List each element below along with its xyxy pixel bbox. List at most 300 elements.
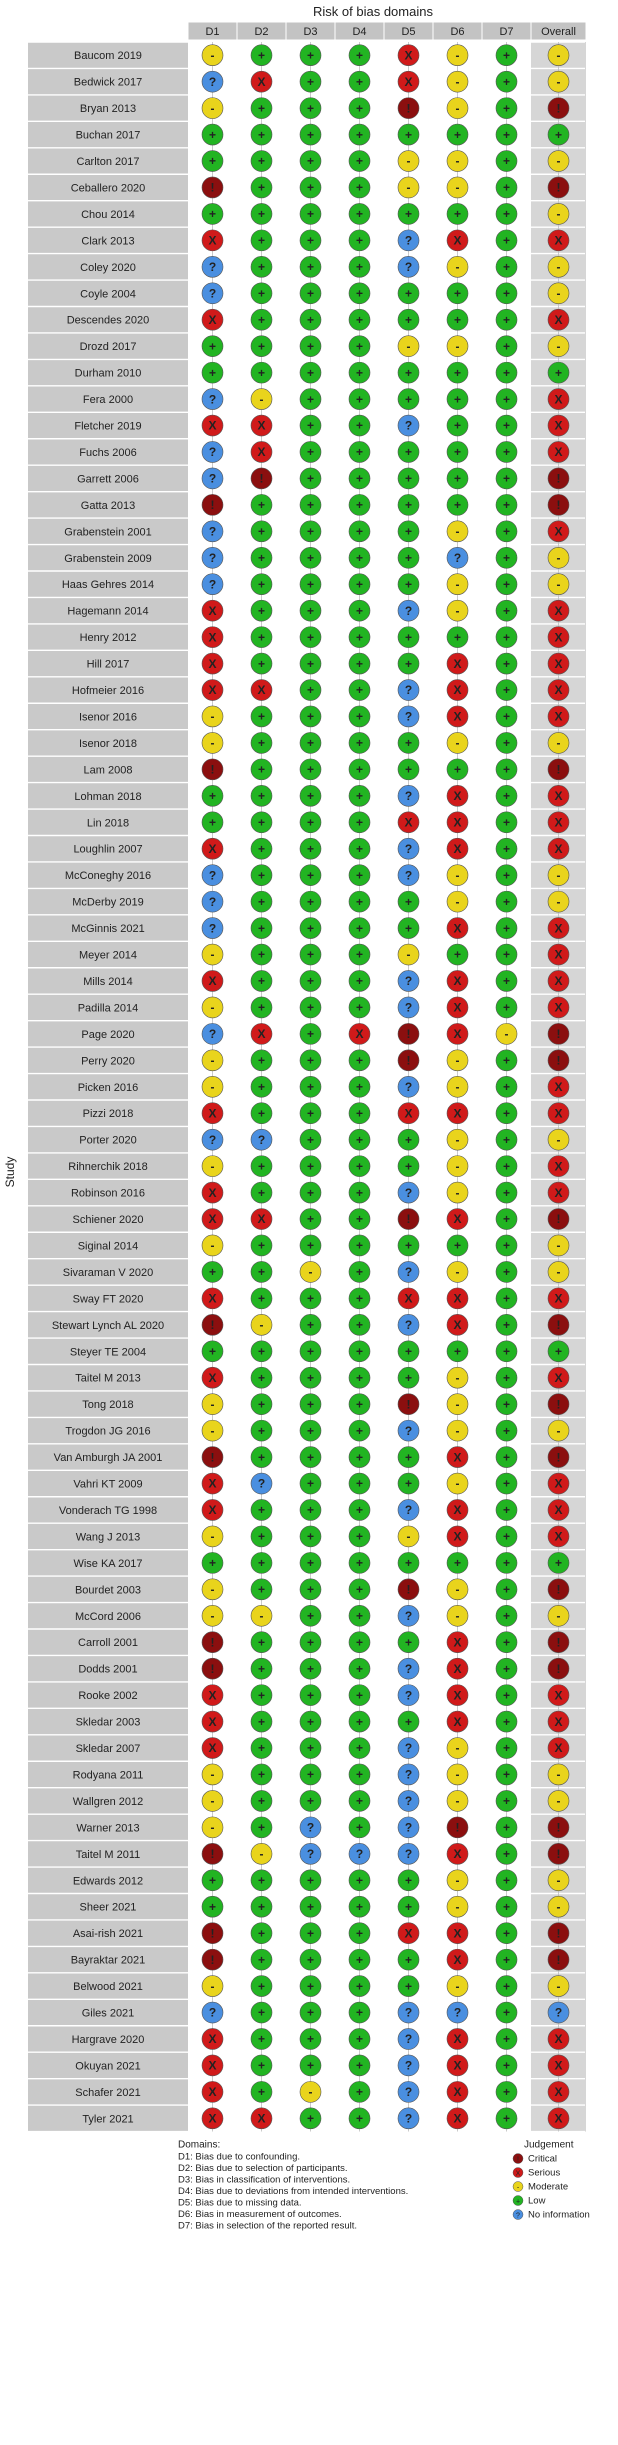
judgement-symbol: + [355, 1159, 364, 1174]
judgement-mark [398, 1764, 419, 1785]
judgement-mark [202, 812, 223, 833]
judgement-symbol: ? [404, 1688, 413, 1703]
judgement-symbol: + [502, 1397, 511, 1412]
judgement-mark [251, 2055, 272, 2076]
legend-symbol: + [515, 2198, 521, 2206]
judgement-mark [398, 1314, 419, 1335]
judgement-mark [300, 1076, 321, 1097]
judgement-symbol: + [355, 1053, 364, 1068]
judgement-symbol: + [306, 1212, 315, 1227]
judgement-mark [548, 256, 569, 277]
study-label: Gatta 2013 [80, 499, 136, 512]
judgement-mark [447, 759, 468, 780]
judgement-mark [349, 547, 370, 568]
study-label: Skledar 2007 [75, 1743, 141, 1756]
study-label: Loughlin 2007 [73, 843, 143, 856]
judgement-mark [349, 1156, 370, 1177]
judgement-symbol: + [453, 418, 462, 433]
judgement-symbol: + [355, 127, 364, 142]
study-label: Henry 2012 [79, 632, 137, 645]
judgement-symbol: + [404, 1556, 413, 1571]
judgement-symbol: + [404, 207, 413, 222]
judgement-mark [548, 1738, 569, 1759]
judgement-symbol: + [355, 1450, 364, 1465]
judgement-symbol: + [404, 392, 413, 407]
judgement-mark [349, 441, 370, 462]
judgement-mark [548, 1103, 569, 1124]
judgement-symbol: + [355, 365, 364, 380]
judgement-mark [202, 415, 223, 436]
judgement-symbol: + [306, 1794, 315, 1809]
study-label: Descendes 2020 [66, 314, 150, 327]
judgement-symbol: + [502, 630, 511, 645]
judgement-mark [496, 1579, 517, 1600]
study-label: Lohman 2018 [74, 790, 142, 803]
judgement-mark [202, 1843, 223, 1864]
judgement-mark [447, 336, 468, 357]
judgement-symbol: + [257, 233, 266, 248]
judgement-symbol: + [257, 1000, 266, 1015]
judgement-symbol: + [355, 1397, 364, 1412]
judgement-symbol: ! [556, 762, 561, 777]
judgement-mark [202, 1314, 223, 1335]
judgement-symbol: + [355, 1132, 364, 1147]
judgement-mark [251, 865, 272, 886]
judgement-mark [349, 415, 370, 436]
judgement-mark [251, 389, 272, 410]
judgement-mark [496, 627, 517, 648]
judgement-symbol: + [404, 762, 413, 777]
judgement-mark [300, 2055, 321, 2076]
judgement-mark [496, 71, 517, 92]
judgement-mark [349, 785, 370, 806]
judgement-symbol: ? [208, 286, 217, 301]
judgement-mark [202, 759, 223, 780]
judgement-mark [349, 1552, 370, 1573]
judgement-symbol: - [455, 1265, 460, 1280]
judgement-mark [548, 124, 569, 145]
judgement-symbol: + [306, 1661, 315, 1676]
judgement-symbol: + [257, 1423, 266, 1438]
judgement-symbol: + [502, 127, 511, 142]
judgement-symbol: + [554, 127, 563, 142]
judgement-mark [548, 1790, 569, 1811]
judgement-symbol: + [306, 180, 315, 195]
judgement-symbol: ? [404, 1423, 413, 1438]
judgement-symbol: + [502, 1159, 511, 1174]
judgement-mark [300, 627, 321, 648]
study-label: Lam 2008 [83, 764, 133, 777]
judgement-symbol: X [453, 1847, 462, 1862]
judgement-mark [251, 71, 272, 92]
judgement-mark [349, 680, 370, 701]
judgement-symbol: + [355, 498, 364, 513]
judgement-mark [398, 547, 419, 568]
judgement-mark [251, 1473, 272, 1494]
judgement-symbol: ! [210, 1661, 215, 1676]
judgement-mark [349, 759, 370, 780]
judgement-mark [349, 1896, 370, 1917]
judgement-symbol: X [208, 1503, 217, 1518]
study-label: Drozd 2017 [79, 341, 137, 354]
judgement-mark [447, 45, 468, 66]
judgement-mark [349, 336, 370, 357]
judgement-symbol: + [306, 1767, 315, 1782]
judgement-symbol: ? [404, 1661, 413, 1676]
judgement-mark [349, 1288, 370, 1309]
judgement-mark [548, 1949, 569, 1970]
judgement-symbol: + [355, 815, 364, 830]
judgement-mark [202, 1076, 223, 1097]
judgement-mark [496, 997, 517, 1018]
judgement-symbol: X [554, 841, 563, 856]
judgement-mark [202, 706, 223, 727]
judgement-mark [398, 71, 419, 92]
judgement-symbol: - [455, 868, 460, 883]
judgement-symbol: ! [210, 1952, 215, 1967]
judgement-mark [496, 1367, 517, 1388]
judgement-symbol: ! [210, 498, 215, 513]
judgement-symbol: + [502, 1132, 511, 1147]
judgement-symbol: + [404, 577, 413, 592]
judgement-mark [202, 1499, 223, 1520]
judgement-symbol: - [556, 577, 561, 592]
judgement-mark [251, 468, 272, 489]
judgement-symbol: + [355, 1000, 364, 1015]
judgement-mark [300, 2028, 321, 2049]
judgement-mark [202, 865, 223, 886]
legend-label: Serious [528, 2167, 561, 2179]
judgement-symbol: + [355, 1820, 364, 1835]
judgement-symbol: + [257, 577, 266, 592]
judgement-mark [496, 1499, 517, 1520]
judgement-symbol: + [208, 154, 217, 169]
judgement-symbol: ? [404, 789, 413, 804]
judgement-mark [300, 124, 321, 145]
judgement-mark [251, 706, 272, 727]
judgement-symbol: + [404, 656, 413, 671]
judgement-symbol: + [306, 656, 315, 671]
judgement-mark [300, 891, 321, 912]
judgement-mark [496, 230, 517, 251]
judgement-mark [398, 891, 419, 912]
judgement-mark [251, 124, 272, 145]
judgement-symbol: + [306, 815, 315, 830]
judgement-symbol: X [208, 1185, 217, 1200]
judgement-mark [202, 1182, 223, 1203]
judgement-symbol: + [355, 1688, 364, 1703]
judgement-mark [548, 812, 569, 833]
judgement-mark [349, 2002, 370, 2023]
judgement-mark [548, 706, 569, 727]
study-label: Rooke 2002 [78, 1690, 138, 1703]
judgement-mark [251, 1685, 272, 1706]
judgement-mark [398, 574, 419, 595]
judgement-mark [349, 1843, 370, 1864]
judgement-symbol: ! [210, 762, 215, 777]
judgement-symbol: ! [556, 1635, 561, 1650]
judgement-symbol: X [208, 418, 217, 433]
judgement-mark [398, 1870, 419, 1891]
judgement-symbol: + [306, 709, 315, 724]
judgement-mark [300, 1394, 321, 1415]
judgement-symbol: - [308, 2085, 313, 2100]
judgement-symbol: X [453, 1688, 462, 1703]
judgement-symbol: + [355, 233, 364, 248]
judgement-symbol: + [257, 498, 266, 513]
judgement-symbol: X [257, 445, 266, 460]
study-label: McCord 2006 [74, 1610, 142, 1623]
judgement-symbol: ! [556, 1450, 561, 1465]
judgement-symbol: + [502, 709, 511, 724]
judgement-symbol: X [554, 312, 563, 327]
judgement-symbol: + [306, 260, 315, 275]
judgement-mark [447, 1685, 468, 1706]
judgement-symbol: + [554, 365, 563, 380]
judgement-mark [300, 970, 321, 991]
judgement-mark [251, 1552, 272, 1573]
judgement-symbol: + [355, 683, 364, 698]
study-label: Isenor 2016 [78, 711, 138, 724]
chart-title: Risk of bias domains [313, 4, 433, 19]
legend-item [513, 2210, 590, 2221]
judgement-mark [349, 98, 370, 119]
judgement-mark [398, 2108, 419, 2129]
judgement-mark [251, 1632, 272, 1653]
judgement-symbol: - [455, 1741, 460, 1756]
judgement-symbol: + [502, 339, 511, 354]
judgement-symbol: + [306, 868, 315, 883]
judgement-symbol: + [306, 48, 315, 63]
study-label: Vahri KT 2009 [73, 1478, 143, 1491]
study-label: Sway FT 2020 [72, 1293, 144, 1306]
judgement-symbol: X [257, 2111, 266, 2126]
judgement-symbol: X [453, 1318, 462, 1333]
judgement-symbol: + [355, 630, 364, 645]
judgement-mark [349, 1764, 370, 1785]
judgement-symbol: X [453, 1952, 462, 1967]
judgement-mark [300, 1711, 321, 1732]
judgement-mark [447, 124, 468, 145]
judgement-symbol: ? [404, 2032, 413, 2047]
judgement-mark [548, 45, 569, 66]
judgement-symbol: + [257, 2032, 266, 2047]
judgement-mark [349, 812, 370, 833]
judgement-symbol: ? [208, 74, 217, 89]
judgement-symbol: X [453, 1212, 462, 1227]
judgement-mark [398, 1050, 419, 1071]
judgement-mark [398, 362, 419, 383]
judgement-symbol: - [556, 1873, 561, 1888]
judgement-symbol: - [210, 1159, 215, 1174]
judgement-symbol: ! [556, 1053, 561, 1068]
judgement-symbol: + [306, 1741, 315, 1756]
judgement-symbol: ? [404, 1318, 413, 1333]
judgement-mark [202, 1209, 223, 1230]
judgement-symbol: + [306, 921, 315, 936]
judgement-symbol: X [554, 974, 563, 989]
judgement-mark [398, 1843, 419, 1864]
judgement-mark [447, 2081, 468, 2102]
judgement-mark [349, 2028, 370, 2049]
judgement-mark [251, 494, 272, 515]
judgement-symbol: ? [404, 1265, 413, 1280]
judgement-mark [251, 415, 272, 436]
judgement-mark [349, 283, 370, 304]
judgement-mark [300, 1790, 321, 1811]
judgement-mark [349, 1182, 370, 1203]
judgement-symbol: + [306, 312, 315, 327]
judgement-symbol: + [355, 947, 364, 962]
judgement-mark [548, 1420, 569, 1441]
judgement-mark [447, 891, 468, 912]
judgement-mark [398, 336, 419, 357]
judgement-symbol: X [554, 1714, 563, 1729]
study-label: Pizzi 2018 [82, 1108, 134, 1121]
judgement-mark [496, 1526, 517, 1547]
judgement-mark [300, 1103, 321, 1124]
judgement-mark [349, 177, 370, 198]
judgement-symbol: X [554, 1159, 563, 1174]
judgement-symbol: - [259, 1608, 264, 1623]
judgement-symbol: + [404, 365, 413, 380]
judgement-mark [202, 45, 223, 66]
judgement-symbol: + [306, 577, 315, 592]
judgement-mark [300, 2108, 321, 2129]
judgement-symbol: + [502, 498, 511, 513]
judgement-mark [349, 389, 370, 410]
judgement-mark [447, 1420, 468, 1441]
judgement-symbol: - [556, 207, 561, 222]
judgement-mark [202, 230, 223, 251]
judgement-symbol: + [502, 48, 511, 63]
judgement-mark [349, 600, 370, 621]
judgement-symbol: - [455, 154, 460, 169]
judgement-mark [251, 1394, 272, 1415]
judgement-symbol: + [306, 2032, 315, 2047]
judgement-mark [398, 468, 419, 489]
judgement-symbol: + [355, 2005, 364, 2020]
judgement-symbol: - [455, 1132, 460, 1147]
judgement-symbol: ? [404, 2058, 413, 2073]
judgement-mark [300, 71, 321, 92]
judgement-mark [398, 944, 419, 965]
judgement-mark [447, 2028, 468, 2049]
judgement-mark [548, 732, 569, 753]
judgement-mark [496, 1843, 517, 1864]
judgement-symbol: + [502, 1635, 511, 1650]
judgement-symbol: X [554, 1741, 563, 1756]
judgement-mark [300, 1764, 321, 1785]
judgement-symbol: X [554, 1291, 563, 1306]
judgement-mark [496, 1050, 517, 1071]
judgement-mark [548, 98, 569, 119]
judgement-mark [496, 2108, 517, 2129]
judgement-mark [398, 1023, 419, 1044]
judgement-symbol: + [208, 365, 217, 380]
judgement-symbol: + [257, 101, 266, 116]
study-label: McDerby 2019 [72, 896, 144, 909]
judgement-symbol: - [556, 1608, 561, 1623]
judgement-symbol: + [355, 260, 364, 275]
judgement-symbol: - [455, 1079, 460, 1094]
study-label: Van Amburgh JA 2001 [53, 1452, 163, 1465]
judgement-mark [496, 1738, 517, 1759]
judgement-symbol: - [455, 1185, 460, 1200]
judgement-symbol: + [257, 1714, 266, 1729]
judgement-symbol: - [556, 74, 561, 89]
judgement-mark [251, 1764, 272, 1785]
judgement-symbol: + [355, 1291, 364, 1306]
judgement-mark [202, 1447, 223, 1468]
study-label: Warner 2013 [76, 1822, 140, 1835]
judgement-mark [251, 970, 272, 991]
judgement-symbol: + [306, 1476, 315, 1491]
judgement-mark [447, 1156, 468, 1177]
judgement-mark [251, 1870, 272, 1891]
judgement-symbol: + [208, 815, 217, 830]
judgement-mark [349, 71, 370, 92]
judgement-symbol: - [259, 1318, 264, 1333]
judgement-symbol: + [306, 974, 315, 989]
judgement-symbol: - [556, 1767, 561, 1782]
judgement-mark [447, 1261, 468, 1282]
judgement-mark [251, 997, 272, 1018]
judgement-mark [548, 1209, 569, 1230]
judgement-symbol: + [502, 1873, 511, 1888]
judgement-mark [349, 256, 370, 277]
judgement-symbol: + [306, 1582, 315, 1597]
judgement-mark [251, 574, 272, 595]
study-label: Asai-rish 2021 [72, 1928, 144, 1941]
study-label: Robinson 2016 [70, 1187, 146, 1200]
judgement-mark [349, 918, 370, 939]
judgement-mark [300, 1156, 321, 1177]
judgement-symbol: + [502, 894, 511, 909]
judgement-mark [202, 944, 223, 965]
judgement-symbol: + [554, 1556, 563, 1571]
judgement-mark [349, 1923, 370, 1944]
judgement-symbol: + [355, 1979, 364, 1994]
study-label: Hofmeier 2016 [71, 685, 145, 698]
judgement-mark [496, 1605, 517, 1626]
judgement-symbol: X [208, 1476, 217, 1491]
judgement-symbol: ? [404, 2005, 413, 2020]
judgement-symbol: X [554, 1529, 563, 1544]
judgement-mark [251, 1420, 272, 1441]
judgement-symbol: + [257, 2005, 266, 2020]
judgement-mark [496, 2028, 517, 2049]
judgement-mark [202, 600, 223, 621]
judgement-symbol: ! [406, 1397, 411, 1412]
judgement-symbol: ? [404, 868, 413, 883]
judgement-symbol: - [406, 1529, 411, 1544]
judgement-mark [548, 1447, 569, 1468]
judgement-mark [202, 1685, 223, 1706]
study-label: Skledar 2003 [75, 1716, 141, 1729]
judgement-symbol: X [404, 815, 413, 830]
judgement-mark [251, 918, 272, 939]
judgement-symbol: + [306, 1899, 315, 1914]
judgement-mark [447, 1209, 468, 1230]
judgement-mark [349, 1499, 370, 1520]
judgement-mark [447, 1473, 468, 1494]
judgement-symbol: + [257, 974, 266, 989]
judgement-symbol: + [404, 921, 413, 936]
judgement-symbol: ? [404, 1079, 413, 1094]
judgement-symbol: + [404, 1132, 413, 1147]
judgement-mark [349, 1235, 370, 1256]
